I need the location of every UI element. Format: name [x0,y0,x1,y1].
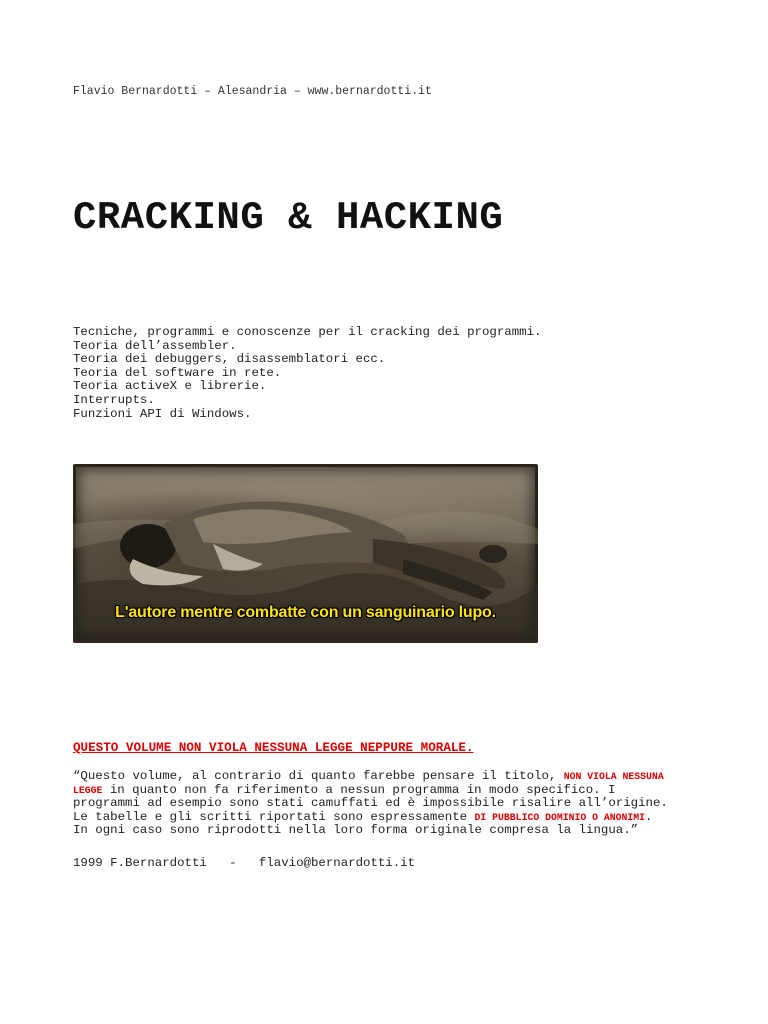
statement-line [73,784,733,798]
footer-email: flavio@bernardotti.it [258,856,416,870]
author-photo [73,464,538,643]
statement-line [73,811,733,825]
statement-line [73,770,733,784]
document-title: CRACKING & HACKING [73,196,504,240]
legal-notice-heading: QUESTO VOLUME NON VIOLA NESSUNA LEGGE NEPPURE MORALE. [73,741,474,755]
list-item: Teoria dell’assembler. [73,338,237,353]
statement-text: in quanto non fa riferimento a nessun programma in modo specifico. I [102,782,616,797]
list-item: Teoria activeX e librerie. [73,379,267,394]
highlight-text: NON VIOLA NESSUNA [563,771,664,782]
statement-text: Le tabelle e gli scritti riportati sono espressamente [73,809,475,824]
list-item: Funzioni API di Windows. [73,406,252,421]
photo-caption: L'autore mentre combatte con un sanguinario lupo. [115,604,496,621]
list-item: Interrupts. [73,392,155,407]
footer-separator: - [229,856,237,870]
statement-line: programmi ad esempio sono stati camuffati ed è impossibile risalire all’origine. [73,796,668,811]
statement-text: . [645,809,653,824]
topics-list [73,326,541,421]
statement-line: In ogni caso sono riprodotti nella loro forma originale compresa la lingua.” [73,823,639,838]
footer-year-author: 1999 F.Bernardotti [73,856,207,870]
statement-text: “Questo volume, al contrario di quanto farebbe pensare il titolo, [73,769,564,783]
list-item: Teoria dei debuggers, disassemblatori ecc. [73,352,386,367]
list-item: Tecniche, programmi e conoscenze per il cracking dei programmi. [73,325,542,339]
footer-credit [73,856,415,870]
list-item: Teoria del software in rete. [73,365,282,380]
highlight-text: DI PUBBLICO DOMINIO O ANONIMI [474,811,646,823]
legal-statement [73,770,733,838]
highlight-text: LEGGE [73,784,103,796]
author-header: Flavio Bernardotti – Alesandria – www.bernardotti.it [73,85,432,98]
